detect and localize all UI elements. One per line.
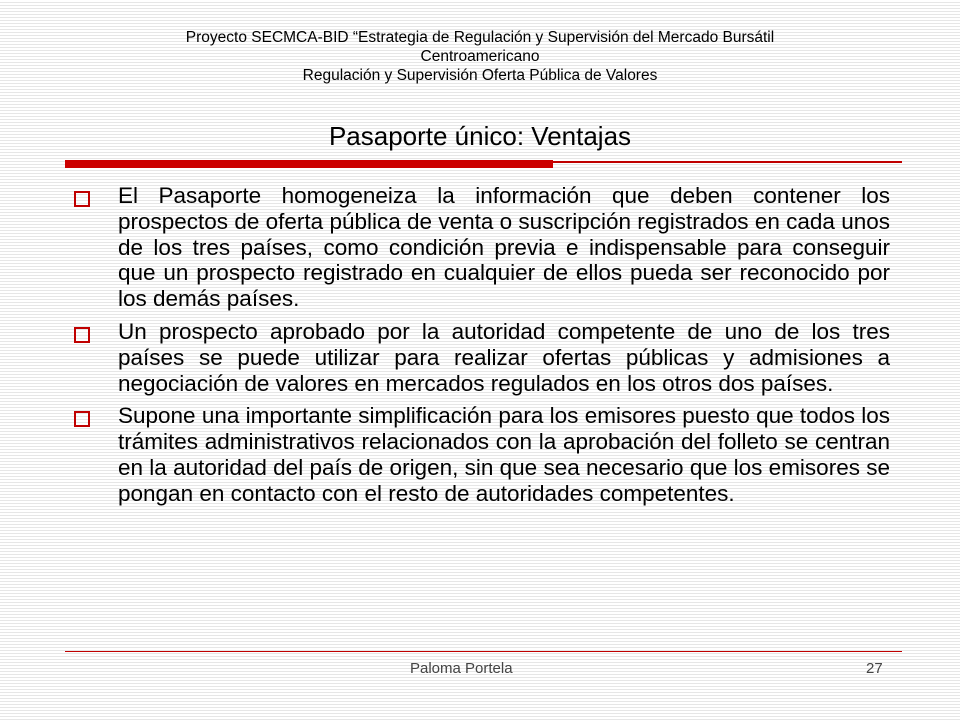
bullet-item xyxy=(72,403,890,506)
hollow-square-icon xyxy=(74,411,90,427)
hollow-square-icon xyxy=(74,327,90,343)
hollow-square-icon xyxy=(74,191,90,207)
header-line-1: Proyecto SECMCA-BID “Estrategia de Regulación y Supervisión del Mercado Bursátil xyxy=(185,29,775,46)
bullet-list xyxy=(72,183,890,514)
bullet-text: Supone una importante simplificación para los emisores puesto que todos los trámites administrativos relacionados con la aprobación del folleto se centran en la autoridad del país de origen, sin que sea necesario que los emisores se pongan en contacto con el resto de autoridades competentes. xyxy=(118,403,890,506)
header-line-3: Regulación y Supervisión Oferta Pública de Valores xyxy=(302,67,658,84)
bullet-item xyxy=(72,183,890,312)
bullet-text: Un prospecto aprobado por la autoridad competente de uno de los tres países se puede utilizar para realizar ofertas públicas y admisiones a negociación de valores en mercados regulados en los otros dos países. xyxy=(118,318,890,396)
footer-divider xyxy=(65,651,902,652)
bullet-text: El Pasaporte homogeneiza la información que deben contener los prospectos de oferta pública de venta o suscripción registrados en cada unos de los tres países, como condición previa e indispensable para conseguir que un prospecto registrado en cualquier de ellos pueda ser reconocido por los demás países. xyxy=(118,183,890,312)
footer-author: Paloma Portela xyxy=(410,660,513,677)
bullet-item xyxy=(72,319,890,396)
slide-header xyxy=(60,28,900,85)
header-line-2: Centroamericano xyxy=(420,48,540,65)
slide-title: Pasaporte único: Ventajas xyxy=(328,121,632,151)
title-accent-bar xyxy=(65,160,553,168)
page-number: 27 xyxy=(866,660,883,677)
